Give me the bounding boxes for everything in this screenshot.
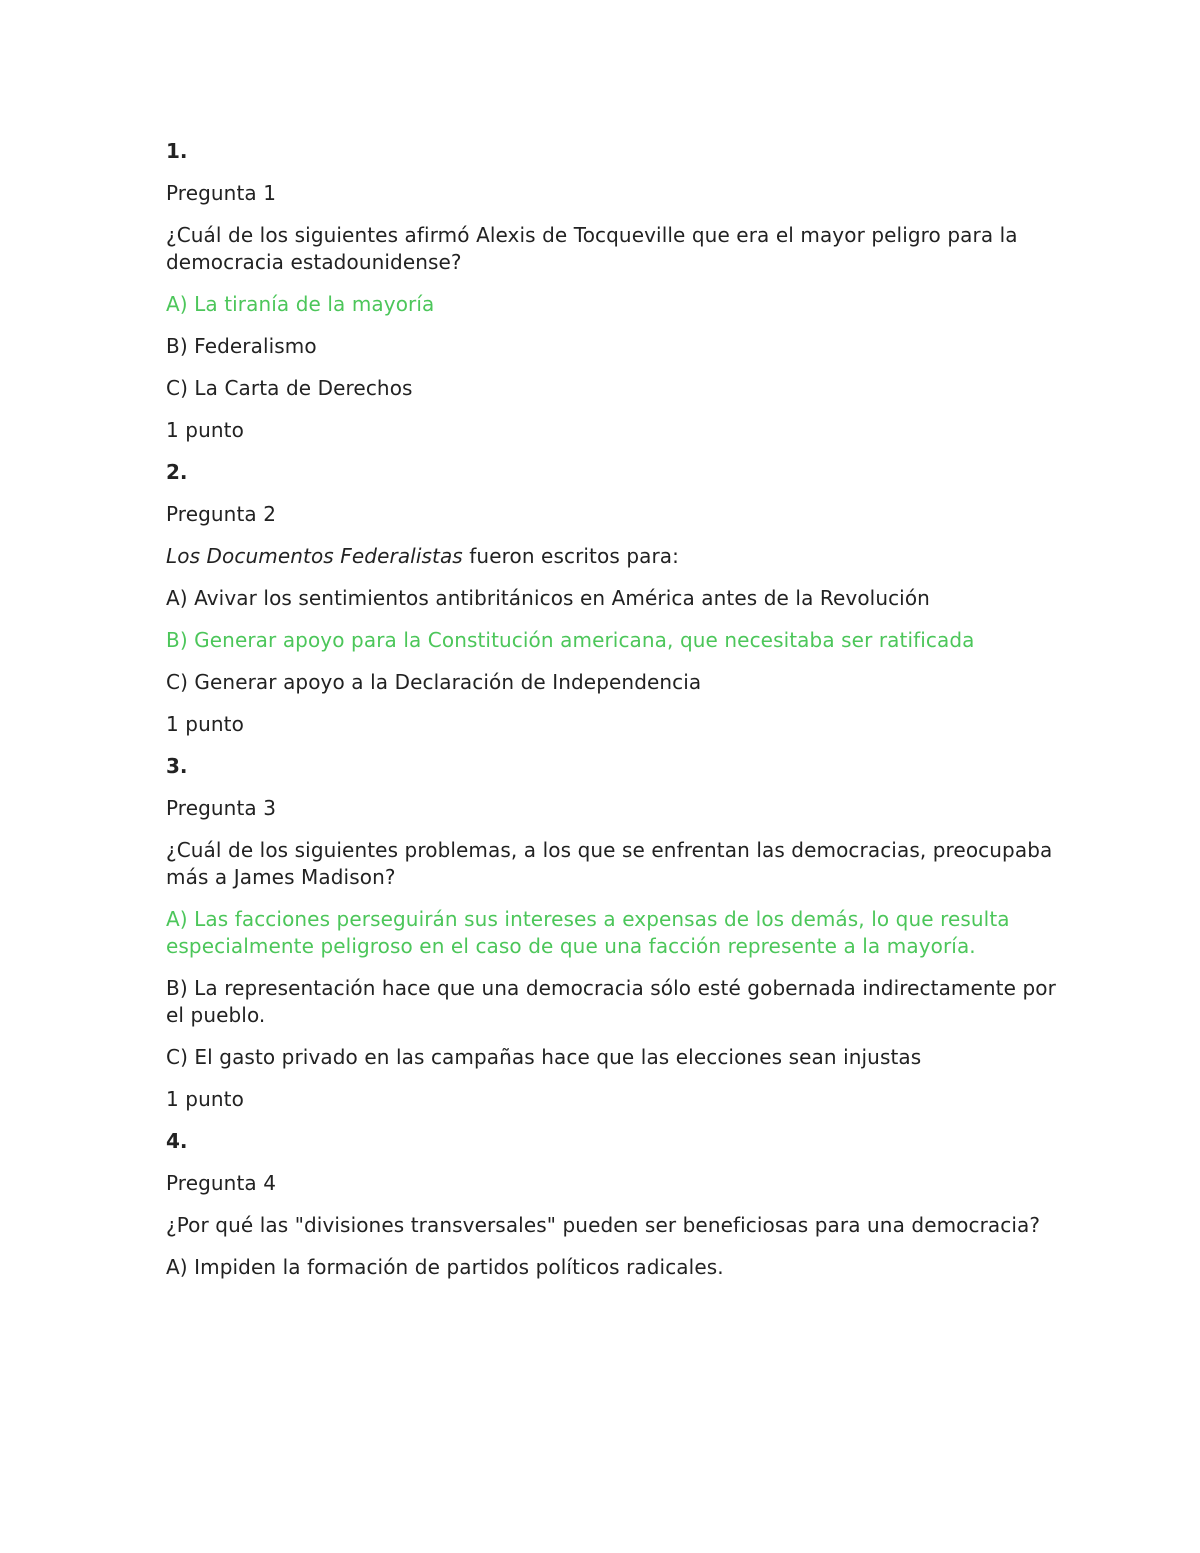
answer-option-correct: A) La tiranía de la mayoría	[166, 292, 435, 316]
question-2	[166, 459, 1066, 738]
answer-option: B) Federalismo	[166, 334, 317, 358]
answer-option-correct: A) Las facciones perseguirán sus intereses a expensas de los demás, lo que resulta especialmente peligroso en el caso de que una facción represente a la mayoría.	[166, 907, 1010, 958]
answer-option: C) La Carta de Derechos	[166, 376, 413, 400]
question-label: Pregunta 3	[166, 796, 277, 820]
answer-option: A) Avivar los sentimientos antibritánicos en América antes de la Revolución	[166, 586, 930, 610]
question-points: 1 punto	[166, 712, 244, 736]
answer-option: A) Impiden la formación de partidos políticos radicales.	[166, 1255, 724, 1279]
question-prompt: ¿Cuál de los siguientes problemas, a los que se enfrentan las democracias, preocupaba más a James Madison?	[166, 838, 1053, 889]
question-prompt-text: fueron escritos para:	[462, 544, 679, 568]
question-number: 1.	[166, 139, 188, 163]
answer-option: C) Generar apoyo a la Declaración de Independencia	[166, 670, 702, 694]
question-1	[166, 138, 1066, 444]
question-4	[166, 1128, 1066, 1281]
document-page	[166, 138, 1066, 1296]
question-label: Pregunta 2	[166, 502, 277, 526]
question-points: 1 punto	[166, 1087, 244, 1111]
question-number: 2.	[166, 460, 188, 484]
question-prompt	[166, 543, 1066, 570]
question-number: 4.	[166, 1129, 188, 1153]
question-label: Pregunta 4	[166, 1171, 277, 1195]
document-title: Los Documentos Federalistas	[166, 544, 463, 568]
question-points: 1 punto	[166, 418, 244, 442]
answer-option: C) El gasto privado en las campañas hace que las elecciones sean injustas	[166, 1045, 922, 1069]
question-number: 3.	[166, 754, 188, 778]
question-prompt: ¿Por qué las "divisiones transversales" pueden ser beneficiosas para una democracia?	[166, 1213, 1041, 1237]
answer-option: B) La representación hace que una democracia sólo esté gobernada indirectamente por el pueblo.	[166, 976, 1056, 1027]
answer-option-correct: B) Generar apoyo para la Constitución americana, que necesitaba ser ratificada	[166, 628, 975, 652]
question-prompt: ¿Cuál de los siguientes afirmó Alexis de Tocqueville que era el mayor peligro para la democracia estadounidense?	[166, 223, 1018, 274]
question-3	[166, 753, 1066, 1113]
question-label: Pregunta 1	[166, 181, 277, 205]
